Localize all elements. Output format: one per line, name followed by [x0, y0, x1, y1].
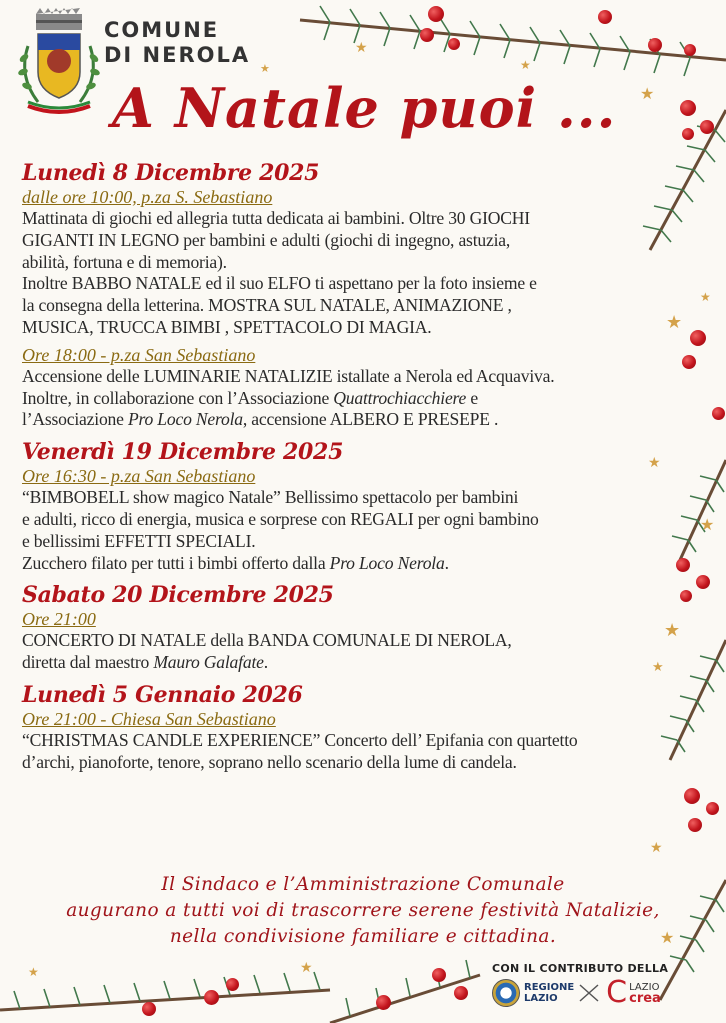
event-item: [22, 160, 672, 431]
regione-lazio-logo: [492, 979, 600, 1007]
berry-decoration: [204, 990, 219, 1005]
closing-line-3: nella condivisione familiare e cittadina.: [169, 926, 557, 947]
event-description-line: la consegna della letterina. MOSTRA SUL NATALE, ANIMAZIONE ,: [22, 295, 512, 316]
berry-decoration: [682, 128, 694, 140]
event-text: l’Associazione: [22, 409, 128, 430]
star-decoration: ★: [300, 960, 313, 976]
berry-decoration: [688, 818, 702, 832]
berry-decoration: [712, 407, 725, 420]
berry-decoration: [428, 6, 444, 22]
event-text: e: [466, 387, 478, 408]
star-decoration: ★: [650, 840, 663, 856]
event-text: .: [263, 652, 268, 673]
event-item: [22, 582, 672, 674]
crea-line-2: crea: [629, 991, 661, 1006]
lazio-crea-text: [629, 982, 661, 1004]
berry-decoration: [376, 995, 391, 1010]
event-text: diretta dal maestro: [22, 652, 154, 673]
municipality-line-2: DI NEROLA: [104, 43, 251, 67]
star-decoration: ★: [700, 290, 711, 304]
star-decoration: ★: [666, 312, 683, 333]
municipality-line-1: COMUNE: [104, 18, 220, 42]
berry-decoration: [680, 590, 692, 602]
event-description-line: Accensione delle LUMINARIE NATALIZIE istallate a Nerola ed Acquaviva.: [22, 365, 555, 386]
event-text-italic: Quattrochiacchiere: [333, 387, 467, 408]
event-date: Lunedì 5 Gennaio 2026: [22, 681, 303, 708]
star-decoration: ★: [520, 58, 531, 72]
event-description-line: Inoltre BABBO NATALE ed il suo ELFO ti aspettano per la foto insieme e: [22, 273, 537, 294]
event-description-line: [22, 652, 672, 674]
event-text-italic: Mauro Galafate: [153, 652, 264, 673]
event-description-line: GIGANTI IN LEGNO per bambini e adulti (giochi di ingegno, astuzia,: [22, 229, 511, 250]
event-date: Sabato 20 Dicembre 2025: [22, 582, 334, 609]
event-text-italic: Pro Loco Nerola: [329, 552, 445, 573]
berry-decoration: [696, 575, 710, 589]
event-item: [22, 439, 672, 574]
event-text: , accensione ALBERO E PRESEPE .: [242, 409, 499, 430]
nerola-coat-of-arms-logo: [14, 6, 104, 118]
berry-decoration: [226, 978, 239, 991]
regione-line-2: LAZIO: [524, 993, 558, 1004]
event-time: Ore 16:30 - p.za San Sebastiano: [22, 466, 256, 487]
event-description-line: [22, 553, 672, 575]
berry-decoration: [648, 38, 662, 52]
berry-decoration: [448, 38, 460, 50]
event-date: Venerdì 19 Dicembre 2025: [22, 439, 344, 466]
event-time: Ore 21:00: [22, 609, 96, 630]
berry-decoration: [682, 355, 696, 369]
star-decoration: ★: [28, 965, 39, 979]
berry-decoration: [706, 802, 719, 815]
berry-decoration: [690, 330, 706, 346]
closing-line-1: Il Sindaco e l’Amministrazione Comunale: [161, 874, 565, 895]
berry-decoration: [432, 968, 446, 982]
event-description-line: MUSICA, TRUCCA BIMBI , SPETTACOLO DI MAGIA.: [22, 316, 432, 337]
star-decoration: ★: [648, 455, 661, 471]
event-description-line: [22, 409, 672, 431]
event-text: Zucchero filato per tutti i bimbi offerto dalla: [22, 552, 330, 573]
regione-lazio-text: [524, 982, 574, 1004]
crea-line-1: LAZIO: [629, 982, 660, 993]
event-time: Ore 21:00 - Chiesa San Sebastiano: [22, 708, 276, 729]
event-description-line: e bellissimi EFFETTI SPECIALI.: [22, 530, 256, 551]
event-description-line: d’archi, pianoforte, tenore, soprano nello scenario della lume di candela.: [22, 751, 517, 772]
x-mark-icon: [578, 983, 600, 1003]
star-decoration: ★: [660, 928, 675, 947]
event-date: Lunedì 8 Dicembre 2025: [22, 160, 320, 186]
closing-message: [0, 872, 726, 950]
berry-decoration: [598, 10, 612, 24]
berry-decoration: [684, 44, 696, 56]
event-text-italic: Pro Loco Nerola: [127, 409, 243, 430]
star-decoration: ★: [260, 62, 270, 75]
star-decoration: ★: [652, 660, 664, 675]
municipality-name: [104, 18, 250, 68]
berry-decoration: [680, 100, 696, 116]
event-description-line: CONCERTO DI NATALE della BANDA COMUNALE DI NEROLA,: [22, 630, 512, 651]
regione-line-1: REGIONE: [524, 982, 575, 993]
event-description-line: “CHRISTMAS CANDLE EXPERIENCE” Concerto dell’ Epifania con quartetto: [22, 729, 578, 750]
star-decoration: ★: [355, 40, 368, 56]
events-list: [22, 160, 672, 774]
berry-decoration: [700, 120, 714, 134]
regione-lazio-emblem-icon: [492, 979, 520, 1007]
event-description-line: [22, 388, 672, 410]
lazio-crea-c-icon: C: [606, 975, 628, 1010]
event-description-line: “BIMBOBELL show magico Natale” Bellissimo spettacolo per bambini: [22, 487, 519, 508]
event-description-line: e adulti, ricco di energia, musica e sorprese con REGALI per ogni bambino: [22, 508, 539, 529]
event-text: Inoltre, in collaborazione con l’Associazione: [22, 387, 334, 408]
event-description-line: abilità, fortuna e di memoria).: [22, 251, 227, 272]
berry-decoration: [142, 1002, 156, 1016]
closing-line-2: augurano a tutti voi di trascorrere serene festività Natalizie,: [66, 900, 660, 921]
lazio-crea-logo: [606, 975, 661, 1010]
poster-title: A Natale puoi ...: [112, 76, 617, 140]
star-decoration: ★: [700, 515, 715, 534]
berry-decoration: [676, 558, 690, 572]
berry-decoration: [684, 788, 700, 804]
star-decoration: ★: [640, 84, 655, 103]
star-decoration: ★: [664, 620, 681, 641]
event-text: .: [444, 552, 449, 573]
event-item: [22, 682, 672, 774]
berry-decoration: [420, 28, 434, 42]
sponsor-block: [492, 962, 692, 1010]
event-time: dalle ore 10:00, p.za S. Sebastiano: [22, 187, 273, 207]
berry-decoration: [454, 986, 468, 1000]
sponsor-label: CON IL CONTRIBUTO DELLA: [492, 962, 669, 975]
event-description-line: Mattinata di giochi ed allegria tutta dedicata ai bambini. Oltre 30 GIOCHI: [22, 208, 530, 228]
event-time: Ore 18:00 - p.za San Sebastiano: [22, 344, 256, 365]
sponsor-logos: [492, 975, 692, 1010]
